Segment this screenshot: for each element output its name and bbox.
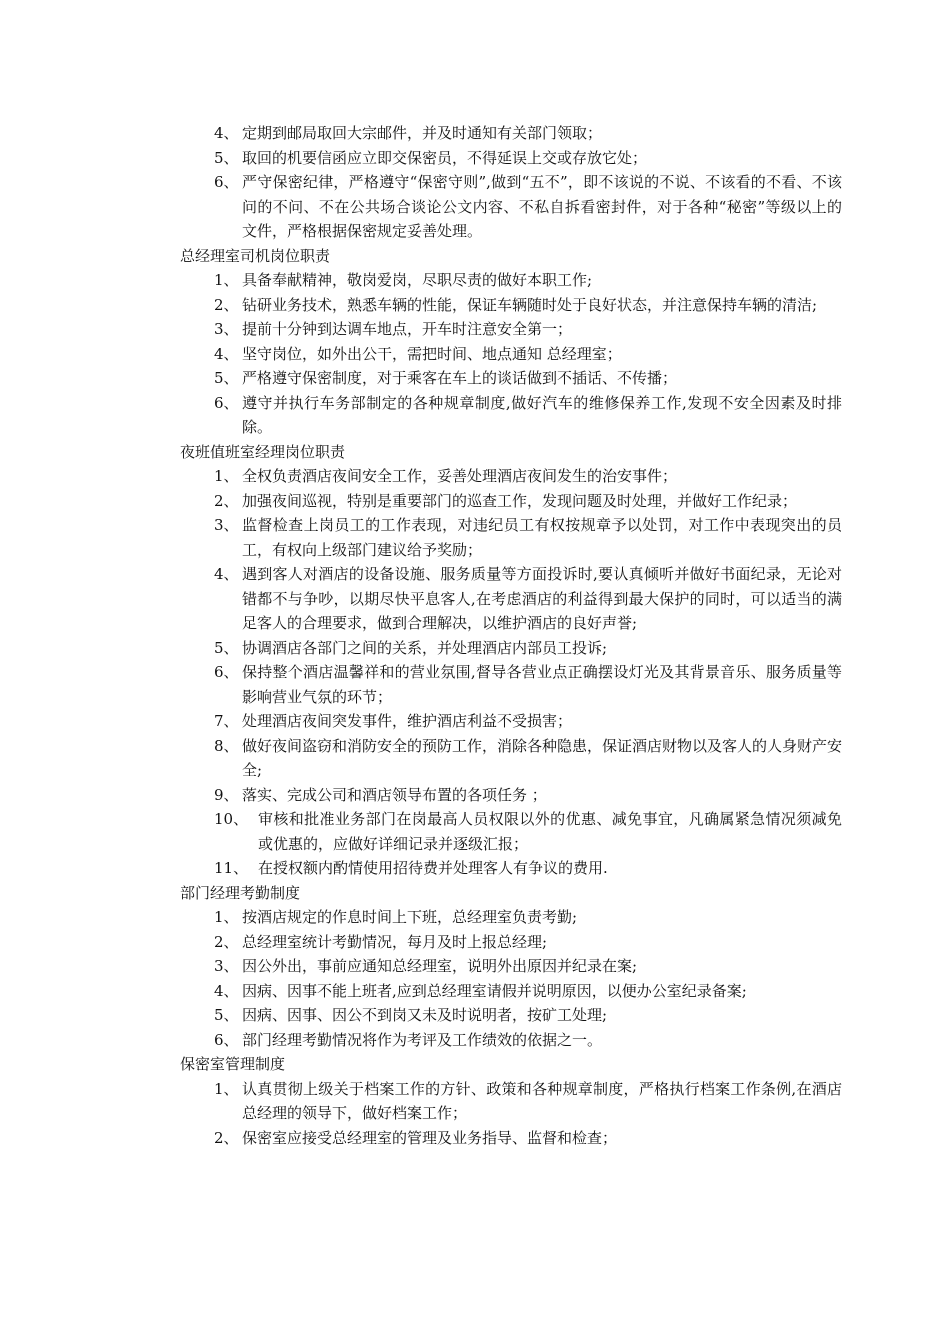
list-item [0, 905, 842, 930]
list-item [0, 783, 842, 808]
list-item [0, 930, 842, 955]
list-item-text: 总经理室统计考勤情况，每月及时上报总经理; [242, 932, 548, 951]
section-heading: 总经理室司机岗位职责 [180, 246, 331, 265]
document-section [0, 244, 950, 440]
list-item [0, 979, 842, 1004]
list-item-text: 严格遵守保密制度，对于乘客在车上的谈话做到不插话、不传播； [242, 369, 678, 387]
list-item-text: 落实、完成公司和酒店领导布置的各项任务 ； [242, 785, 547, 804]
list-item-text: 保密室应接受总经理室的管理及业务指导、监督和检查； [242, 1128, 618, 1147]
list-item-number: 5、 [214, 1006, 239, 1024]
list-item-text: 遵守并执行车务部制定的各种规章制度,做好汽车的维修保养工作,发现不安全因素及时排除。 [242, 393, 842, 436]
list-item-text: 认真贯彻上级关于档案工作的方针、政策和各种规章制度，严格执行档案工作条例,在酒店总经理的领导下，做好档案工作； [242, 1079, 842, 1122]
list-item-number: 3、 [214, 516, 239, 534]
list-item-number: 3、 [214, 320, 239, 338]
document-section [0, 881, 950, 1053]
list-item-number: 3、 [214, 957, 239, 975]
list-item-text: 在授权额内酌情使用招待费并处理客人有争议的费用. [258, 859, 608, 877]
list-item-text: 监督检查上岗员工的工作表现，对违纪员工有权按规章予以处罚，对工作中表现突出的员工，有权向上级部门建议给予奖励； [242, 516, 842, 559]
list-item-number: 5、 [214, 369, 239, 387]
list-item-number: 10、 [214, 810, 249, 828]
list-item-number: 11、 [214, 859, 249, 877]
list-item [0, 1126, 842, 1151]
list-item [0, 954, 842, 979]
list-item-text: 按酒店规定的作息时间上下班，总经理室负责考勤; [242, 908, 578, 926]
list-item [0, 1003, 842, 1028]
list-item-number: 4、 [214, 124, 239, 142]
list-item-number: 2、 [214, 1128, 239, 1147]
list-item-text: 遇到客人对酒店的设备设施、服务质量等方面投诉时,要认真倾听并做好书面纪录，无论对错都不与争吵，以期尽快平息客人,在考虑酒店的利益得到最大保护的同时，可以适当的满足客人的合理要求，做到合理解决，以维护酒店的良好声誉; [242, 565, 842, 632]
list-item [0, 464, 842, 489]
list-item-text: 坚守岗位，如外出公干，需把时间、地点通知 总经理室； [242, 344, 622, 363]
list-item [0, 709, 842, 734]
list-item-number: 6、 [214, 173, 239, 191]
list-item-number: 6、 [214, 663, 239, 681]
document-section [0, 1052, 950, 1150]
list-item-text: 取回的机要信函应立即交保密员，不得延误上交或存放它处； [242, 148, 648, 167]
list-item-number: 1、 [214, 467, 239, 485]
document-section [0, 440, 950, 881]
list-item [0, 856, 842, 881]
list-item-number: 1、 [214, 908, 239, 926]
list-item [0, 734, 842, 783]
list-item [0, 1028, 842, 1053]
list-item-text: 提前十分钟到达调车地点，开车时注意安全第一； [242, 320, 573, 338]
list-item-text: 定期到邮局取回大宗邮件，并及时通知有关部门领取； [242, 124, 603, 142]
list-item [0, 636, 842, 661]
list-item-number: 7、 [214, 712, 239, 730]
list-item-text: 因病、因事不能上班者,应到总经理室请假并说明原因，以便办公室纪录备案; [242, 981, 747, 1000]
list-item-text: 严守保密纪律，严格遵守“保密守则”,做到“五不”，即不该说的不说、不该看的不看、不该问的不问、不在公共场合谈论公文内容、不私自拆看密封件，对于各种“秘密”等级以上的文件，严格根据保密规定妥善处理。 [242, 173, 842, 240]
list-item [0, 562, 842, 636]
list-item [0, 660, 842, 709]
list-item [0, 268, 842, 293]
list-item [0, 1077, 842, 1126]
list-item [0, 342, 842, 367]
list-item-number: 4、 [214, 565, 239, 583]
list-item-number: 9、 [214, 785, 239, 804]
list-item-number: 1、 [214, 1079, 239, 1098]
list-item [0, 317, 842, 342]
list-item-text: 钻研业务技术，熟悉车辆的性能，保证车辆随时处于良好状态，并注意保持车辆的清洁; [242, 295, 818, 314]
list-item-number: 6、 [214, 1030, 239, 1049]
section-heading: 夜班值班室经理岗位职责 [180, 442, 346, 461]
list-item [0, 366, 842, 391]
list-item [0, 489, 842, 514]
list-item-text: 全权负责酒店夜间安全工作，妥善处理酒店夜间发生的治安事件； [242, 467, 678, 485]
list-item-text: 具备奉献精神，敬岗爱岗，尽职尽责的做好本职工作; [242, 271, 593, 289]
document-page [0, 121, 950, 1150]
list-item-number: 4、 [214, 344, 239, 363]
list-item-number: 2、 [214, 295, 239, 314]
list-item-text: 处理酒店夜间突发事件，维护酒店利益不受损害； [242, 712, 573, 730]
list-item [0, 391, 842, 440]
list-item-number: 2、 [214, 932, 239, 951]
list-item-text: 加强夜间巡视，特别是重要部门的巡查工作，发现问题及时处理，并做好工作纪录； [242, 491, 798, 510]
list-item-number: 6、 [214, 393, 239, 412]
list-item [0, 121, 842, 146]
list-item-number: 5、 [214, 148, 239, 167]
list-item [0, 513, 842, 562]
list-item-text: 协调酒店各部门之间的关系，并处理酒店内部员工投诉; [242, 638, 608, 657]
list-item-text: 保持整个酒店温馨祥和的营业氛围,督导各营业点正确摆设灯光及其背景音乐、服务质量等影响营业气氛的环节； [242, 663, 842, 706]
list-item-number: 4、 [214, 981, 239, 1000]
list-item [0, 293, 842, 318]
list-item-number: 5、 [214, 638, 239, 657]
list-item-text: 部门经理考勤情况将作为考评及工作绩效的依据之一。 [242, 1030, 603, 1049]
list-item-number: 2、 [214, 491, 239, 510]
list-item [0, 146, 842, 171]
list-item-number: 8、 [214, 736, 239, 755]
list-item [0, 807, 842, 856]
section-heading: 部门经理考勤制度 [180, 883, 301, 902]
list-item-text: 审核和批准业务部门在岗最高人员权限以外的优惠、减免事宜，凡确属紧急情况须减免或优惠的，应做好详细记录并逐级汇报； [258, 810, 842, 853]
list-item-text: 因公外出，事前应通知总经理室，说明外出原因并纪录在案; [242, 957, 638, 975]
document-section [0, 121, 950, 244]
list-item-number: 1、 [214, 271, 239, 289]
list-item-text: 做好夜间盗窃和消防安全的预防工作，消除各种隐患，保证酒店财物以及客人的人身财产安全; [242, 736, 843, 779]
list-item [0, 170, 842, 244]
section-heading: 保密室管理制度 [180, 1055, 286, 1073]
list-item-text: 因病、因事、因公不到岗又未及时说明者，按矿工处理; [242, 1006, 608, 1024]
